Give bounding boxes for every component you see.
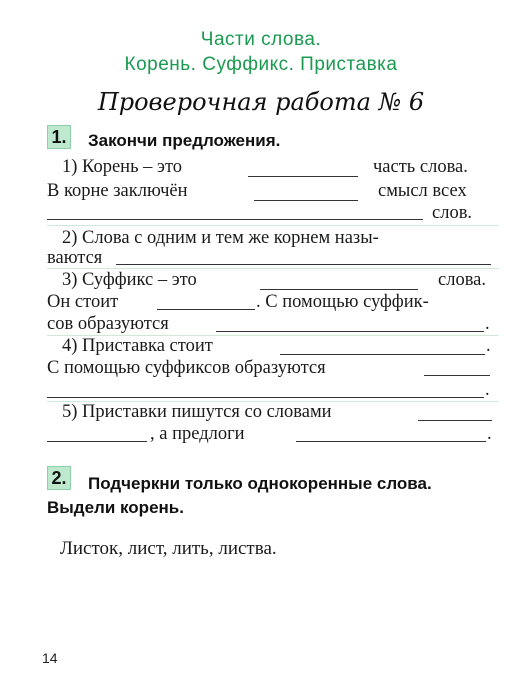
answer-blank-q3b[interactable] bbox=[157, 309, 255, 310]
task2-heading-line1: Подчеркни только однокоренные слова. bbox=[88, 474, 432, 493]
q1a-text-end: часть слова. bbox=[373, 157, 468, 177]
page-number: 14 bbox=[42, 650, 58, 666]
q4b-text: С помощью суффиксов образуются bbox=[47, 358, 326, 378]
answer-blank-q3c[interactable] bbox=[216, 331, 484, 332]
q5b-dot: . bbox=[487, 424, 492, 444]
q3c-text: сов образуются bbox=[47, 314, 169, 334]
answer-blank-q1b[interactable] bbox=[254, 200, 358, 201]
q1b-text-end: смысл всех bbox=[378, 181, 467, 201]
q4a-text: 4) Приставка стоит bbox=[62, 336, 213, 356]
task1-heading: Закончи предложения. bbox=[88, 131, 281, 150]
answer-blank-q5c[interactable] bbox=[296, 441, 486, 442]
separator bbox=[47, 225, 499, 226]
q2a-text: 2) Слова с одним и тем же корнем назы- bbox=[62, 228, 379, 248]
answer-blank-q5b[interactable] bbox=[47, 441, 147, 442]
section-title-line1: Части слова. bbox=[200, 29, 322, 50]
q1a-text: 1) Корень – это bbox=[62, 157, 183, 177]
answer-blank-q1a[interactable] bbox=[248, 176, 358, 177]
q1b-text: В корне заключён bbox=[47, 181, 188, 201]
q3b-text-end: . С помощью суффик- bbox=[256, 292, 429, 312]
task2-number-badge: 2. bbox=[47, 466, 71, 490]
task1-number-badge: 1. bbox=[47, 125, 71, 149]
q4c-dot: . bbox=[485, 380, 490, 400]
q3a-text: 3) Суффикс – это bbox=[62, 270, 197, 290]
q2b-text: ваются bbox=[47, 248, 103, 268]
answer-blank-q4a[interactable] bbox=[280, 354, 485, 355]
q3b-text: Он стоит bbox=[47, 292, 119, 312]
q3a-text-end: слова. bbox=[438, 270, 487, 290]
q5a-text: 5) Приставки пишутся со словами bbox=[62, 402, 332, 422]
q4a-dot: . bbox=[486, 336, 491, 356]
answer-blank-q2[interactable] bbox=[116, 264, 491, 265]
q3c-dot: . bbox=[485, 314, 490, 334]
separator bbox=[47, 268, 499, 269]
answer-blank-q4b[interactable] bbox=[424, 375, 490, 376]
answer-blank-q3a[interactable] bbox=[260, 289, 418, 290]
answer-blank-q4c[interactable] bbox=[47, 397, 484, 398]
q1c-text-end: слов. bbox=[432, 203, 473, 223]
task2-heading-line2: Выдели корень. bbox=[47, 498, 184, 517]
test-title: Проверочная работа № 6 bbox=[97, 88, 425, 116]
q5b-text: , а предлоги bbox=[150, 424, 245, 444]
task2-word-list[interactable]: Листок, лист, лить, листва. bbox=[60, 538, 277, 559]
answer-blank-q1c[interactable] bbox=[47, 219, 423, 220]
section-title-line2: Корень. Суффикс. Приставка bbox=[124, 54, 398, 75]
answer-blank-q5a[interactable] bbox=[418, 420, 492, 421]
